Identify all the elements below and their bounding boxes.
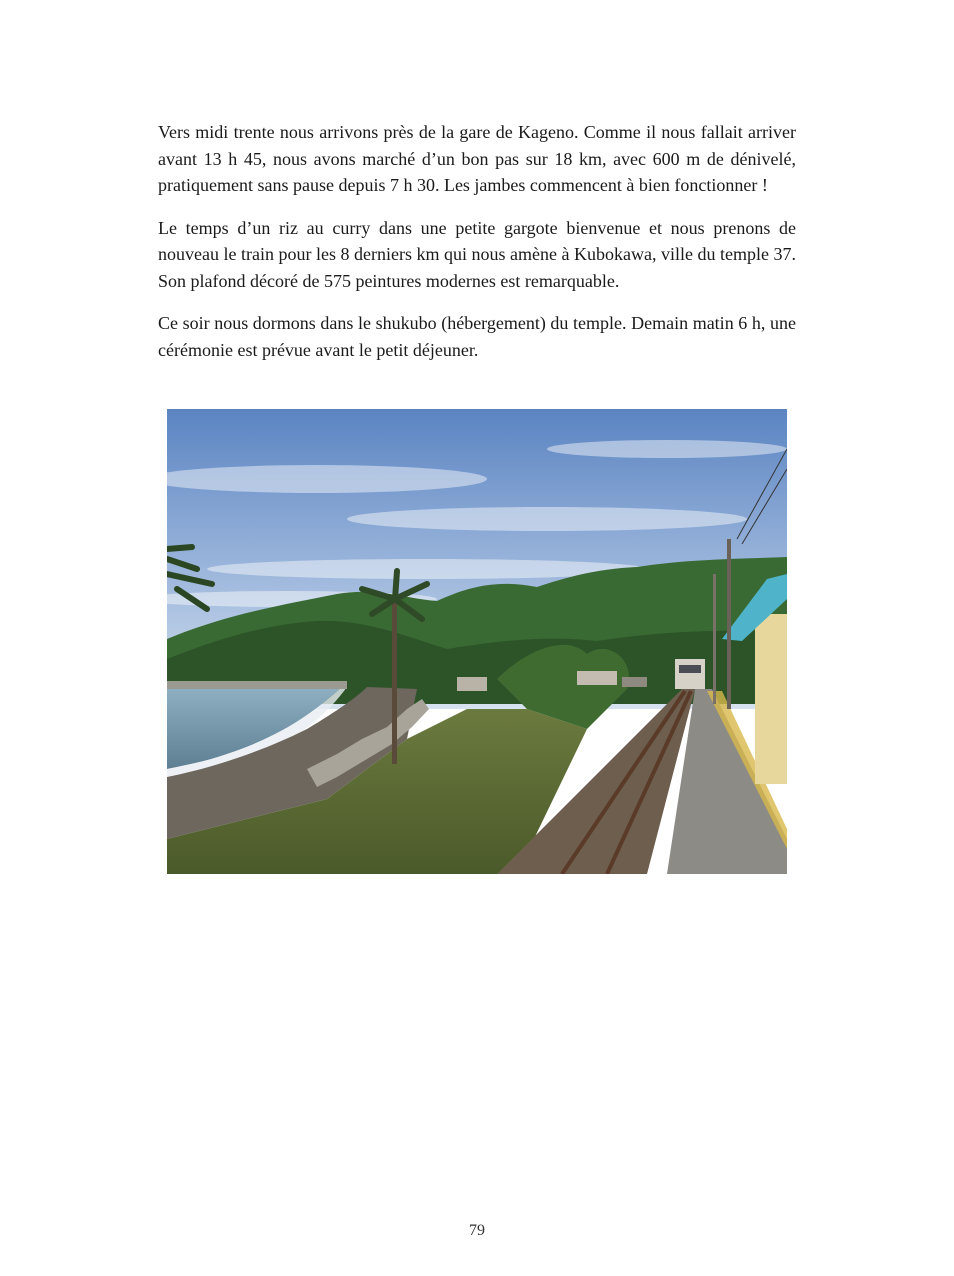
body-text (158, 119, 796, 379)
utility-pole (727, 539, 731, 709)
coastal-railway-photo (167, 409, 787, 874)
shelter (755, 614, 787, 784)
page-number: 79 (469, 1222, 485, 1239)
train (675, 659, 705, 689)
paragraph-2: Le temps d’un riz au curry dans une petite gargote bienvenue et nous prenons de nouveau le train pour les 8 derniers km qui nous amène à Kubokawa, ville du temple 37. Son plafond décoré de 575 peintures modernes est remarquable. (158, 217, 796, 291)
paragraph-1: Vers midi trente nous arrivons près de la gare de Kageno. Comme il nous fallait arriver avant 13 h 45, nous avons marché d’un bon pas sur 18 km, avec 600 m de dénivelé, pratiquement sans pause depuis 7 h 30. Les jambes commencent à bien fonctionner ! (158, 122, 796, 195)
paragraph-3: Ce soir nous dormons dans le shukubo (hébergement) du temple. Demain matin 6 h, une cérémonie est prévue avant le petit déjeuner. (158, 313, 796, 360)
